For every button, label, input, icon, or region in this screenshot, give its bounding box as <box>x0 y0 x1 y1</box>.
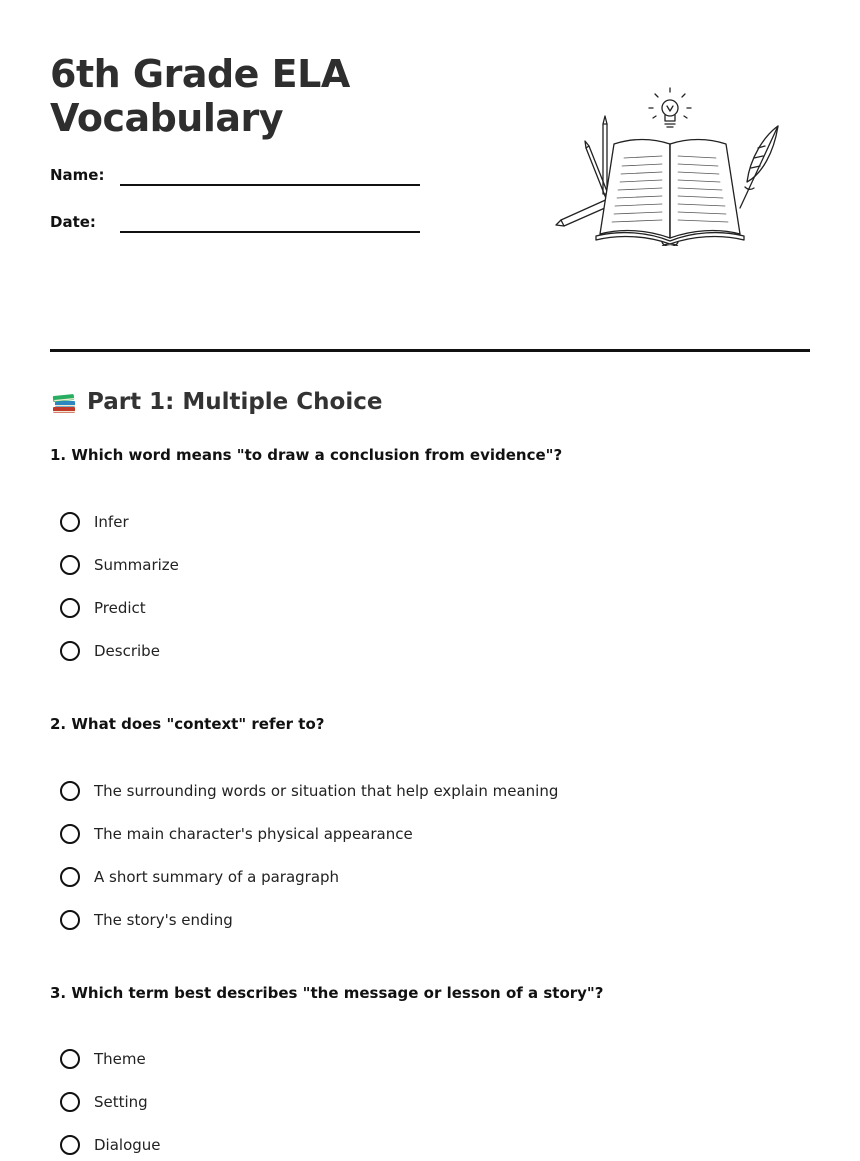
title-line-1: 6th Grade ELA <box>50 52 350 96</box>
date-label: Date: <box>50 213 96 231</box>
radio-button[interactable] <box>60 910 80 930</box>
open-book-icon <box>596 140 744 247</box>
question-2: 2. What does "context" refer to? <box>50 715 325 733</box>
section-divider <box>50 349 810 352</box>
q3-option-theme[interactable] <box>60 1046 146 1072</box>
radio-button[interactable] <box>60 512 80 532</box>
radio-button[interactable] <box>60 1092 80 1112</box>
q2-option-short-summary[interactable] <box>60 864 339 890</box>
worksheet-title <box>50 52 350 140</box>
radio-button[interactable] <box>60 1049 80 1069</box>
title-line-2: Vocabulary <box>50 96 284 140</box>
radio-button[interactable] <box>60 824 80 844</box>
book-illustration-icon <box>552 86 788 246</box>
part1-heading <box>50 388 382 416</box>
option-label: The story's ending <box>94 911 233 929</box>
option-label: Setting <box>94 1093 148 1111</box>
date-line[interactable] <box>120 231 420 233</box>
lightbulb-icon <box>649 88 691 127</box>
question-3: 3. Which term best describes "the message or lesson of a story"? <box>50 984 604 1002</box>
name-label: Name: <box>50 166 105 184</box>
option-label: Dialogue <box>94 1136 161 1154</box>
name-field[interactable] <box>50 166 430 196</box>
radio-button[interactable] <box>60 555 80 575</box>
option-label: The surrounding words or situation that help explain meaning <box>94 782 559 800</box>
q2-option-physical-appearance[interactable] <box>60 821 413 847</box>
part1-heading-text: Part 1: Multiple Choice <box>87 389 383 415</box>
q1-option-summarize[interactable] <box>60 552 179 578</box>
radio-button[interactable] <box>60 641 80 661</box>
q1-option-describe[interactable] <box>60 638 160 664</box>
q3-option-dialogue[interactable] <box>60 1132 161 1158</box>
option-label: Theme <box>94 1050 146 1068</box>
option-label: Infer <box>94 513 129 531</box>
radio-button[interactable] <box>60 1135 80 1155</box>
q1-option-infer[interactable] <box>60 509 129 535</box>
q2-option-story-ending[interactable] <box>60 907 233 933</box>
name-line[interactable] <box>120 184 420 186</box>
radio-button[interactable] <box>60 598 80 618</box>
date-field[interactable] <box>50 213 430 243</box>
q2-option-surrounding-words[interactable] <box>60 778 558 804</box>
quill-icon <box>740 126 778 208</box>
q3-option-setting[interactable] <box>60 1089 148 1115</box>
option-label: Describe <box>94 642 160 660</box>
q1-option-predict[interactable] <box>60 595 146 621</box>
radio-button[interactable] <box>60 867 80 887</box>
option-label: The main character's physical appearance <box>94 825 413 843</box>
option-label: Summarize <box>94 556 179 574</box>
option-label: Predict <box>94 599 146 617</box>
question-1: 1. Which word means "to draw a conclusion from evidence"? <box>50 446 563 464</box>
option-label: A short summary of a paragraph <box>94 868 340 886</box>
radio-button[interactable] <box>60 781 80 801</box>
books-icon <box>50 388 78 416</box>
